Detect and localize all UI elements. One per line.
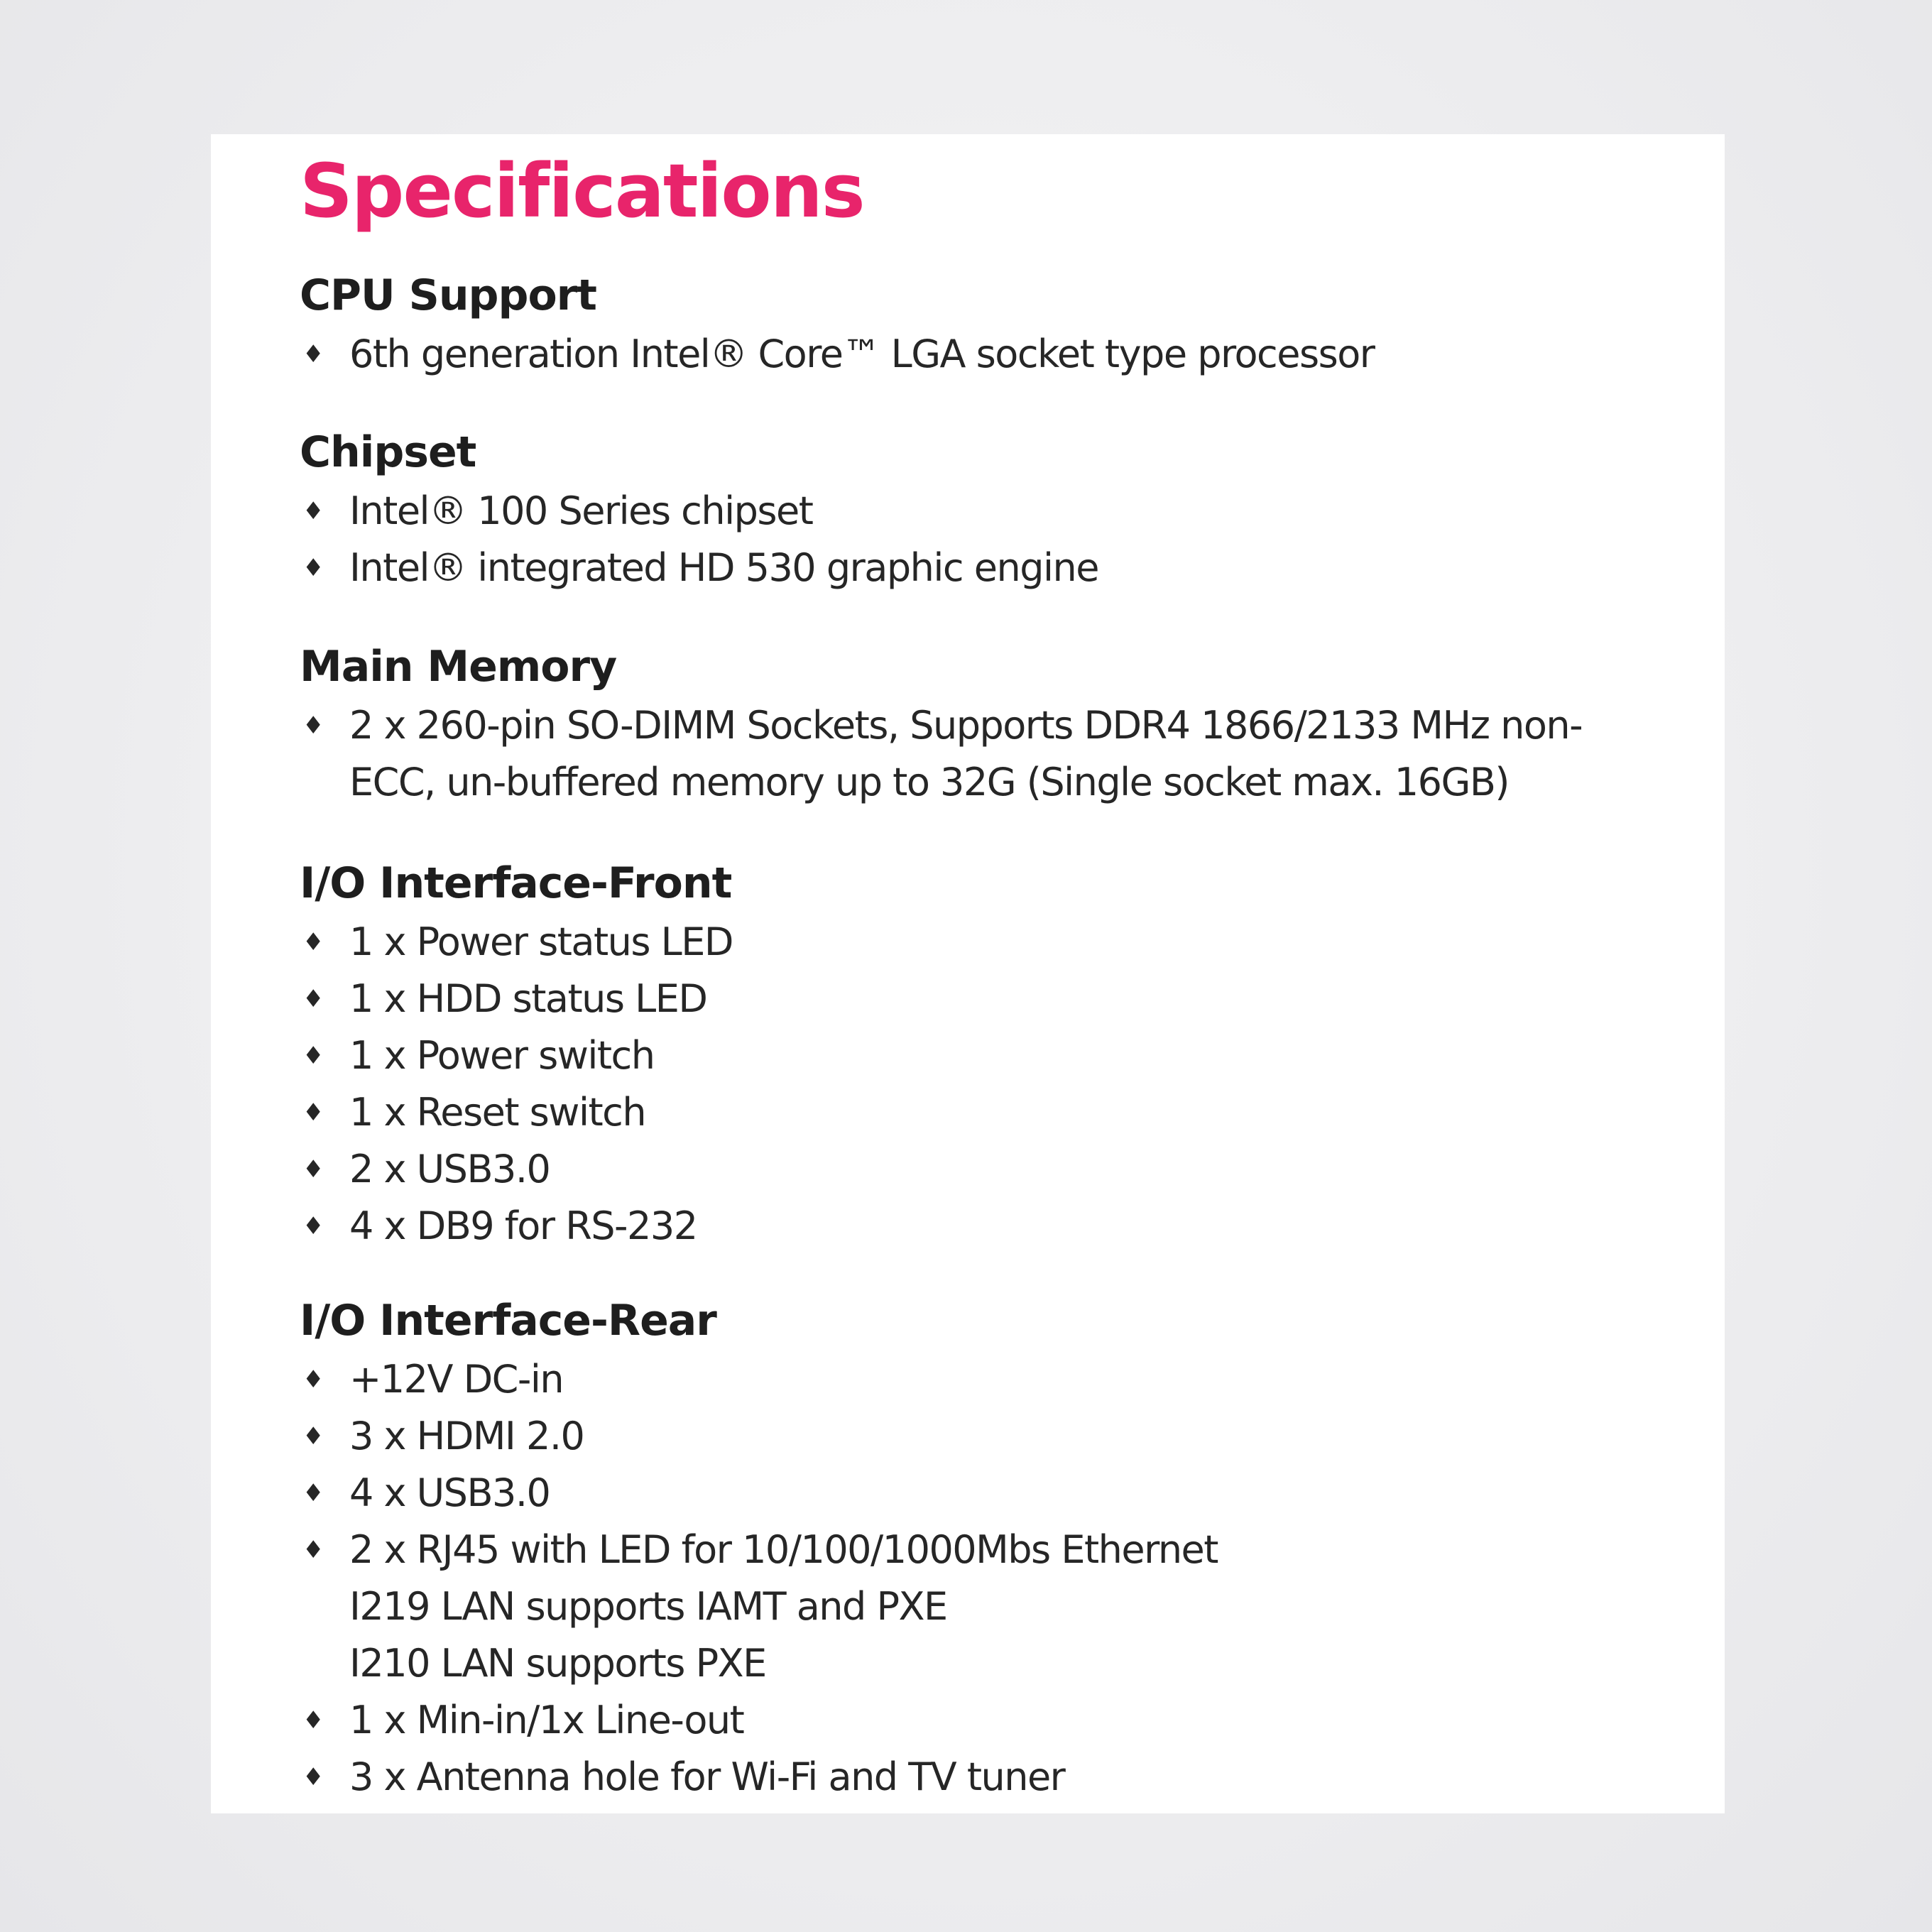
list-item-text: 2 x 260-pin SO-DIMM Sockets, Supports DDR4 1866/2133 MHz non-	[349, 703, 1583, 748]
list-item	[300, 1198, 1684, 1255]
list-item	[300, 1351, 1684, 1408]
section-cpu-support	[300, 269, 1684, 383]
section-heading: CPU Support	[300, 271, 596, 320]
list-item-text: 1 x Power switch	[349, 1033, 655, 1078]
diamond-bullet-icon: ♦	[302, 1212, 323, 1240]
diamond-bullet-icon: ♦	[302, 1706, 323, 1735]
list-item-text: Intel® 100 Series chipset	[349, 489, 813, 533]
list-item-text: 2 x USB3.0	[349, 1147, 550, 1191]
list-item-text: I219 LAN supports IAMT and PXE	[349, 1584, 947, 1629]
list-item	[300, 540, 1684, 596]
spec-list	[300, 1351, 1684, 1806]
list-item	[300, 1141, 1684, 1198]
diamond-bullet-icon: ♦	[302, 1422, 323, 1451]
spec-list	[300, 697, 1684, 811]
list-item-text: 1 x Min-in/1x Line-out	[349, 1698, 744, 1742]
diamond-bullet-icon: ♦	[302, 1042, 323, 1070]
diamond-bullet-icon: ♦	[302, 497, 323, 525]
diamond-bullet-icon: ♦	[302, 1479, 323, 1507]
section-heading: Chipset	[300, 427, 476, 477]
section-io-front	[300, 857, 1684, 1255]
diamond-bullet-icon: ♦	[302, 554, 323, 582]
diamond-bullet-icon: ♦	[302, 928, 323, 956]
list-item	[300, 914, 1684, 971]
list-item	[300, 1749, 1684, 1806]
list-item-text: 1 x Power status LED	[349, 919, 733, 964]
spec-list	[300, 914, 1684, 1255]
list-item	[300, 1027, 1684, 1084]
section-heading: I/O Interface-Rear	[300, 1296, 716, 1346]
diamond-bullet-icon: ♦	[302, 1098, 323, 1127]
list-item-text: 4 x DB9 for RS-232	[349, 1204, 697, 1248]
diamond-bullet-icon: ♦	[302, 1536, 323, 1564]
list-item-text: +12V DC-in	[349, 1357, 564, 1402]
list-item-text: 1 x HDD status LED	[349, 976, 707, 1021]
diamond-bullet-icon: ♦	[302, 1155, 323, 1184]
section-main-memory	[300, 640, 1684, 811]
list-item-text: 1 x Reset switch	[349, 1090, 646, 1135]
spec-list	[300, 483, 1684, 596]
list-item-text: 2 x RJ45 with LED for 10/100/1000Mbs Ethernet	[349, 1527, 1218, 1572]
list-item	[300, 971, 1684, 1027]
list-item	[300, 1522, 1684, 1692]
list-item-text: Intel® integrated HD 530 graphic engine	[349, 545, 1098, 590]
diamond-bullet-icon: ♦	[302, 1763, 323, 1791]
section-chipset	[300, 426, 1684, 596]
list-item-text: ECC, un-buffered memory up to 32G (Single socket max. 16GB)	[349, 760, 1509, 804]
list-item	[300, 697, 1684, 811]
list-item	[300, 326, 1684, 383]
list-item	[300, 1465, 1684, 1522]
spec-panel	[211, 134, 1725, 1813]
diamond-bullet-icon: ♦	[302, 1365, 323, 1394]
section-io-rear	[300, 1294, 1684, 1806]
list-item	[300, 1408, 1684, 1465]
list-item-text: 6th generation Intel® Core™ LGA socket type processor	[349, 332, 1375, 376]
section-heading: I/O Interface-Front	[300, 858, 732, 908]
list-item-text: I210 LAN supports PXE	[349, 1641, 766, 1686]
diamond-bullet-icon: ♦	[302, 340, 323, 369]
list-item-text: 4 x USB3.0	[349, 1470, 550, 1515]
list-item	[300, 1084, 1684, 1141]
page-title: Specifications	[300, 148, 864, 234]
diamond-bullet-icon: ♦	[302, 985, 323, 1013]
spec-list	[300, 326, 1684, 383]
diamond-bullet-icon: ♦	[302, 711, 323, 740]
section-heading: Main Memory	[300, 642, 617, 692]
list-item	[300, 1692, 1684, 1749]
list-item	[300, 483, 1684, 540]
list-item-text: 3 x Antenna hole for Wi-Fi and TV tuner	[349, 1754, 1065, 1799]
list-item-text: 3 x HDMI 2.0	[349, 1414, 584, 1458]
